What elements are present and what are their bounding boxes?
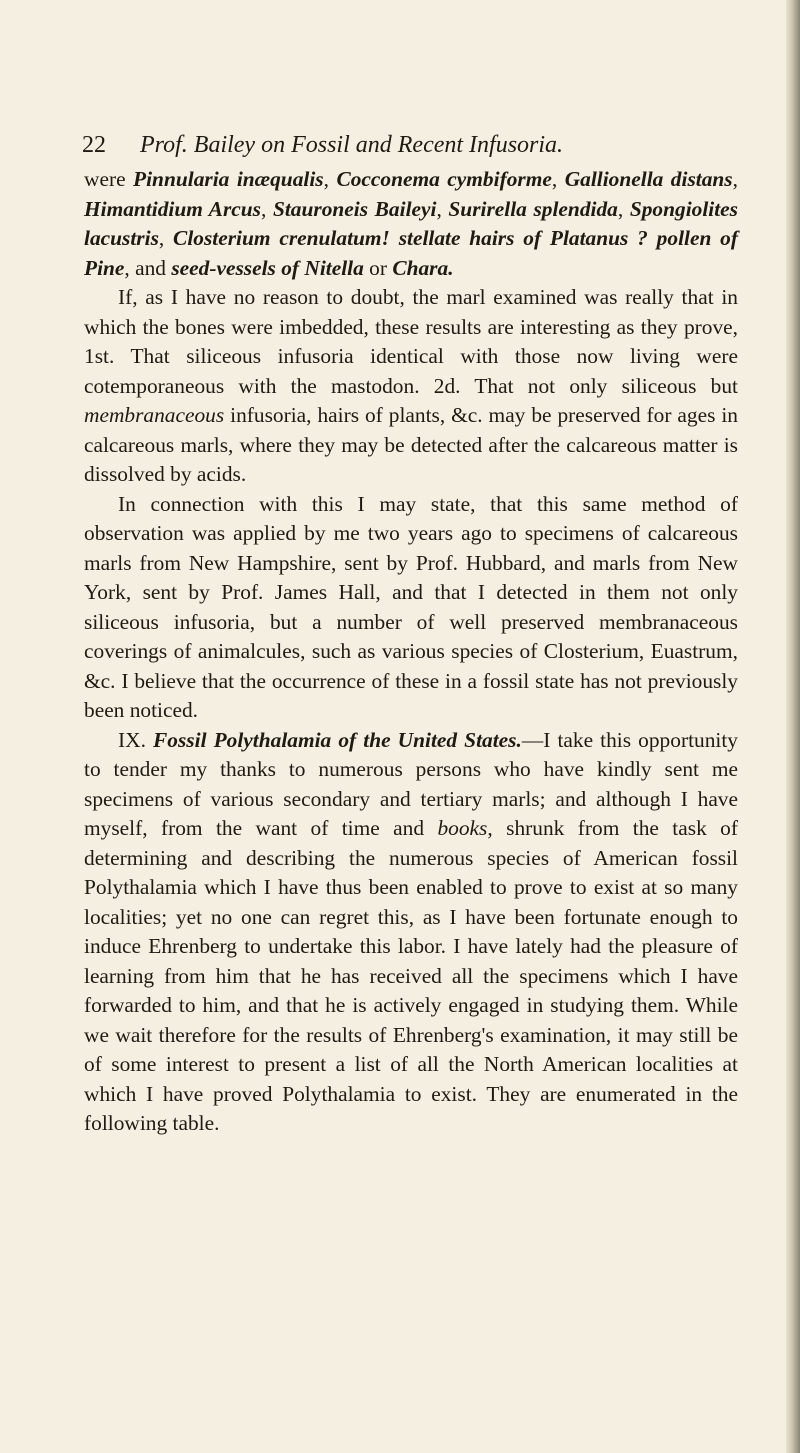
paragraph-marl-results	[84, 283, 738, 490]
species-name: Cocconema cymbiforme	[336, 167, 552, 191]
emphasis-text: books	[437, 816, 488, 840]
paragraph-species-list	[84, 165, 738, 283]
species-name: Surirella splendida	[448, 196, 618, 221]
text-run: , and	[124, 255, 172, 280]
text-run: or	[363, 255, 393, 280]
text-run: ,	[617, 196, 630, 221]
species-name: Closterium crenulatum!	[173, 226, 390, 250]
text-run: ,	[551, 167, 565, 191]
text-run: ,	[323, 167, 337, 191]
text-run: ,	[261, 196, 273, 221]
text-run: ,	[158, 226, 174, 250]
text-run: were	[84, 167, 134, 191]
text-run: If, as I have no reason to doubt, the marl examined was really that in which the bones were imbedded, these results are interesting as they prove, 1st. That siliceous infusoria identical with those now living were cotemporaneous with the mastodon. 2d. That not only siliceous but	[84, 285, 738, 398]
species-name: Chara.	[392, 255, 454, 280]
species-name: Gallionella distans	[564, 167, 733, 191]
section-number: IX.	[118, 727, 154, 752]
emphasis-text: membranaceous	[84, 403, 225, 427]
species-name: Stauroneis Baileyi	[272, 196, 437, 221]
body-text	[84, 165, 738, 1139]
running-header	[82, 130, 732, 160]
paragraph-connection: In connection with this I may state, that this same method of observation was applied by me two years ago to specimens of calcareous marls from New Hampshire, sent by Prof. Hubbard, and marls from New York, sent by Prof. James Hall, and that I detected in them not only siliceous infusoria, but a number of well preserved membranaceous coverings of animalcules, such as various species of Closterium, Euastrum, &c. I believe that the occurrence of these in a fossil state has not previously been noticed.	[84, 491, 738, 722]
species-name: Pinnularia inæqualis	[133, 167, 324, 191]
text-run	[390, 226, 399, 250]
text-run: —I take this opportunity to tender my thanks to numerous persons who have kindly sent me specimens of various secondary and tertiary marls; and although I have myself, from the want of time and	[84, 727, 738, 840]
page-edge-shadow	[786, 0, 800, 1453]
species-name: Himantidium Arcus	[84, 196, 261, 221]
species-name: Spongiolites lacustris	[84, 196, 738, 250]
text-run	[648, 226, 657, 250]
text-run: ,	[436, 196, 449, 221]
running-title: Prof. Bailey on Fossil and Recent Infusoria.	[140, 132, 564, 158]
section-title: Fossil Polythalamia of the United States.	[153, 727, 522, 752]
text-run: infusoria, hairs of plants, &c. may be preserved for ages in calcareous marls, where they may be detected after the calcareous matter is dissolved by acids.	[84, 403, 738, 486]
species-name: pollen of Pine	[84, 226, 738, 280]
species-name: stellate hairs of Platanus ?	[398, 226, 648, 250]
page-number: 22	[82, 132, 106, 158]
text-run: , shrunk from the task of determining and describing the numerous species of American fossil Polythalamia which I have thus been enabled to prove to exist at so many localities; yet no one can regret this, as I have been fortunate enough to induce Ehrenberg to undertake this labor. I have lately had the pleasure of learning from him that he has received all the specimens which I have forwarded to him, and that he is actively engaged in studying them. While we wait therefore for the results of Ehrenberg's examination, it may still be of some interest to present a list of all the North American localities at which I have proved Polythalamia to exist. They are enumerated in the following table.	[84, 816, 738, 1135]
species-name: seed-vessels of Nitella	[171, 255, 364, 280]
paragraph-polythalamia	[84, 726, 738, 1139]
text-run: ,	[732, 167, 738, 191]
